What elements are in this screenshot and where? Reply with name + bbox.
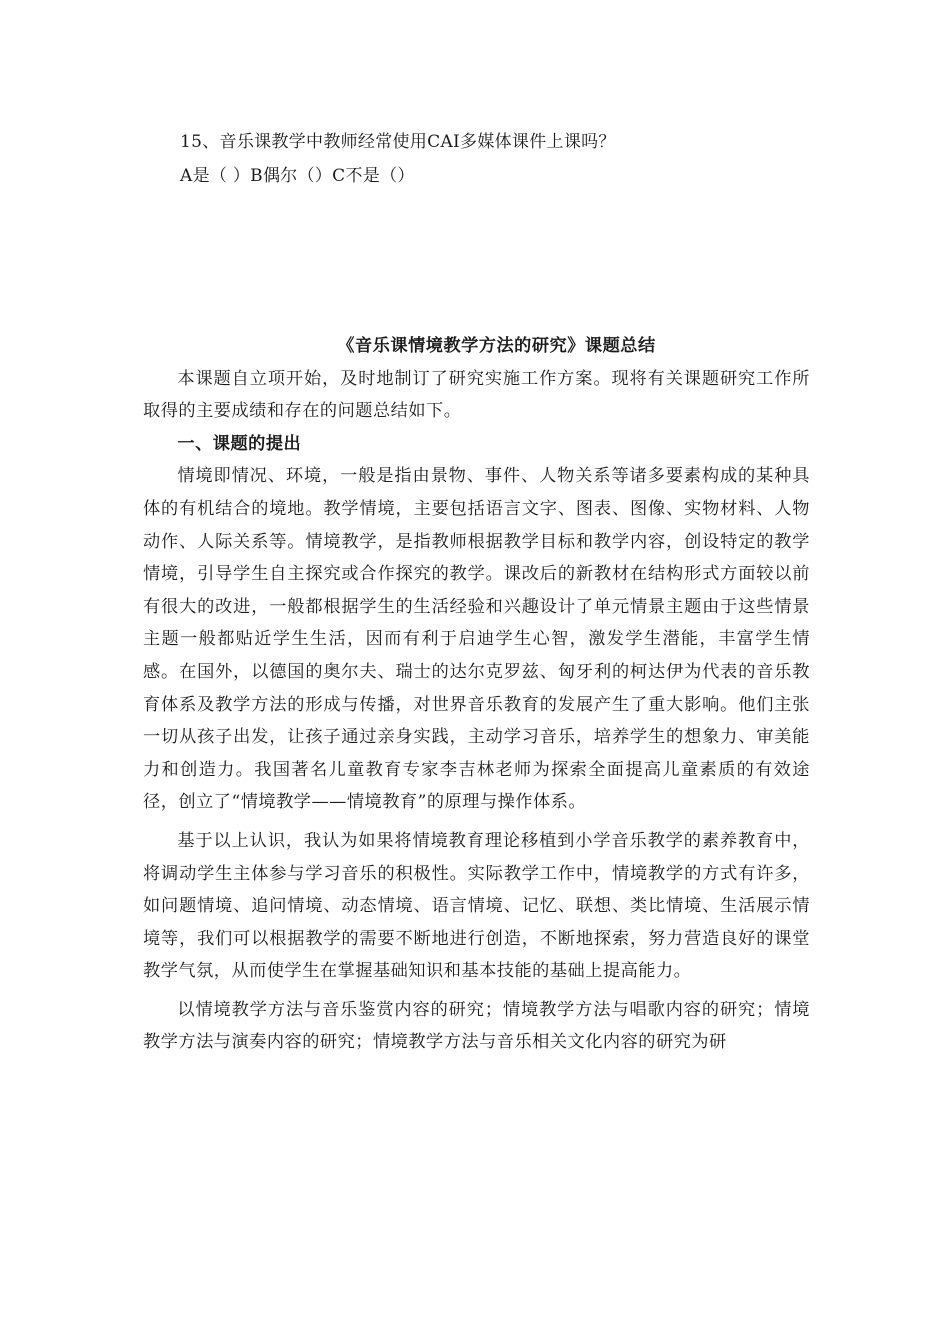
report-section xyxy=(143,330,810,1059)
survey-options: A是（ ）B偶尔（）C不是（） xyxy=(180,166,415,186)
survey-question: 15、音乐课教学中教师经常使用CAI多媒体课件上课吗？ xyxy=(180,132,616,152)
report-title: 《音乐课情境教学方法的研究》课题总结 xyxy=(337,336,656,356)
report-intro: 本课题自立项开始，及时地制订了研究实施工作方案。现将有关课题研究工作所取得的主要成绩和存在的问题总结如下。 xyxy=(143,368,810,422)
body-paragraph: 以情境教学方法与音乐鉴赏内容的研究；情境教学方法与唱歌内容的研究；情境教学方法与演奏内容的研究；情境教学方法与音乐相关文化内容的研究为研 xyxy=(143,999,810,1053)
section-heading: 一、课题的提出 xyxy=(177,433,302,454)
body-paragraph: 基于以上认识，我认为如果将情境教育理论移植到小学音乐教学的素养教育中，将调动学生主体参与学习音乐的积极性。实际教学工作中，情境教学的方式有许多，如问题情境、追问情境、动态情境、语言情境、记忆、联想、类比情境、生活展示情境等，我们可以根据教学的需要不断地进行创造，不断地探索，努力营造良好的课堂教学气氛，从而使学生在掌握基础知识和基本技能的基础上提高能力。 xyxy=(143,830,810,982)
survey-question-block xyxy=(180,125,820,193)
body-paragraph: 情境即情况、环境，一般是指由景物、事件、人物关系等诸多要素构成的某种具体的有机结合的境地。教学情境，主要包括语言文字、图表、图像、实物材料、人物动作、人际关系等。情境教学，是指教师根据教学目标和教学内容，创设特定的教学情境，引导学生自主探究或合作探究的教学。课改后的新教材在结构形式方面较以前有很大的改进，一般都根据学生的生活经验和兴趣设计了单元情景主题由于这些情景主题一般都贴近学生生活，因而有利于启迪学生心智，激发学生潜能，丰富学生情感。在国外，以德国的奥尔夫、瑞士的达尔克罗兹、匈牙利的柯达伊为代表的音乐教育体系及教学方法的形成与传播，对世界音乐教育的发展产生了重大影响。他们主张一切从孩子出发，让孩子通过亲身实践，主动学习音乐，培养学生的想象力、审美能力和创造力。我国著名儿童教育专家李吉林老师为探索全面提高儿童素质的有效途径，创立了“情境教学——情境教育”的原理与操作体系。 xyxy=(143,466,810,813)
